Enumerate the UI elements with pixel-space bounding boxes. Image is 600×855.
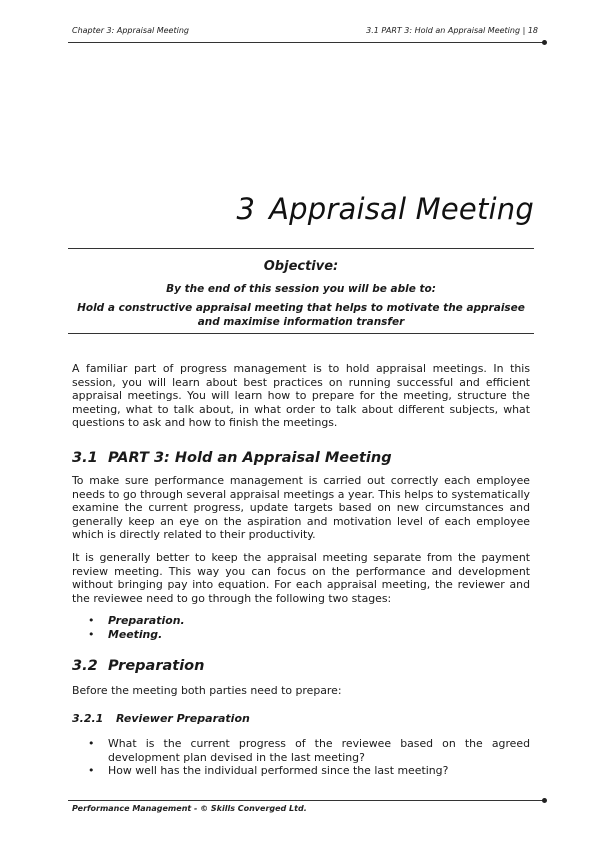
list-item: • What is the current progress of the reviewee based on the agreed development plan devised in the last meeting? <box>88 737 530 764</box>
section-3-2-paragraph: Before the meeting both parties need to prepare: <box>72 684 342 697</box>
list-item: • Preparation. <box>88 614 185 627</box>
objective-bottom-rule <box>68 333 534 334</box>
header-section-page-label: 3.1 PART 3: Hold an Appraisal Meeting | 18 <box>366 26 538 35</box>
section-3-1-paragraph-1: To make sure performance management is carried out correctly each employee needs to go through several appraisal meetings a year. This helps to systematically examine the current progress, update targets based on new circumstances and generally keep an eye on the aspiration and motivation level of each employee which is directly related to their productivity. <box>72 474 530 542</box>
subsection-heading-3-2-1 <box>72 712 250 725</box>
list-item: • Meeting. <box>88 627 163 641</box>
objective-intro: By the end of this session you will be able to: <box>166 283 436 295</box>
objective-statement-line1: Hold a constructive appraisal meeting that helps to motivate the appraisee <box>77 302 525 314</box>
objective-top-rule <box>68 248 534 249</box>
footer-rule-end-dot <box>542 798 547 803</box>
subsection-number: 3.2.1 <box>72 712 104 725</box>
list-item: • How well has the individual performed since the last meeting? <box>88 764 449 778</box>
section-heading-3-2 <box>72 658 204 674</box>
intro-paragraph: A familiar part of progress management is to hold appraisal meetings. In this session, you will learn about best practices on running successful and efficient appraisal meetings. You will learn how to prepare for the meeting, structure the meeting, what to talk about, in what order to talk about different subjects, what questions to ask and how to finish the meetings. <box>72 362 530 430</box>
chapter-number: 3 <box>236 192 256 226</box>
chapter-title <box>236 192 534 226</box>
page-header <box>72 26 538 40</box>
section-title: Preparation <box>108 658 205 674</box>
section-number: 3.2 <box>72 658 98 674</box>
subsection-title: Reviewer Preparation <box>116 712 250 725</box>
bullet-icon: • <box>88 737 95 750</box>
page-footer: Performance Management - © Skills Converged Ltd. <box>72 804 307 813</box>
chapter-title-text: Appraisal Meeting <box>269 192 534 226</box>
objective-statement-line2: and maximise information transfer <box>197 316 405 328</box>
footer-rule <box>68 800 544 801</box>
stages-list <box>88 614 530 641</box>
header-chapter-label: Chapter 3: Appraisal Meeting <box>72 26 189 35</box>
bullet-icon: • <box>88 614 95 627</box>
bullet-icon: • <box>88 764 95 778</box>
header-rule-end-dot <box>542 40 547 45</box>
reviewer-preparation-list <box>88 737 530 778</box>
bullet-icon: • <box>88 627 95 641</box>
section-heading-3-1 <box>72 450 392 466</box>
section-3-1-paragraph-2: It is generally better to keep the appraisal meeting separate from the payment review meeting. This way you can focus on the performance and development without bringing pay into equation. For each appraisal meeting, the reviewer and the reviewee need to go through the following two stages: <box>72 551 530 605</box>
header-rule <box>68 42 544 43</box>
section-number: 3.1 <box>72 450 98 466</box>
objective-heading: Objective: <box>263 259 339 274</box>
section-title: PART 3: Hold an Appraisal Meeting <box>108 450 392 466</box>
